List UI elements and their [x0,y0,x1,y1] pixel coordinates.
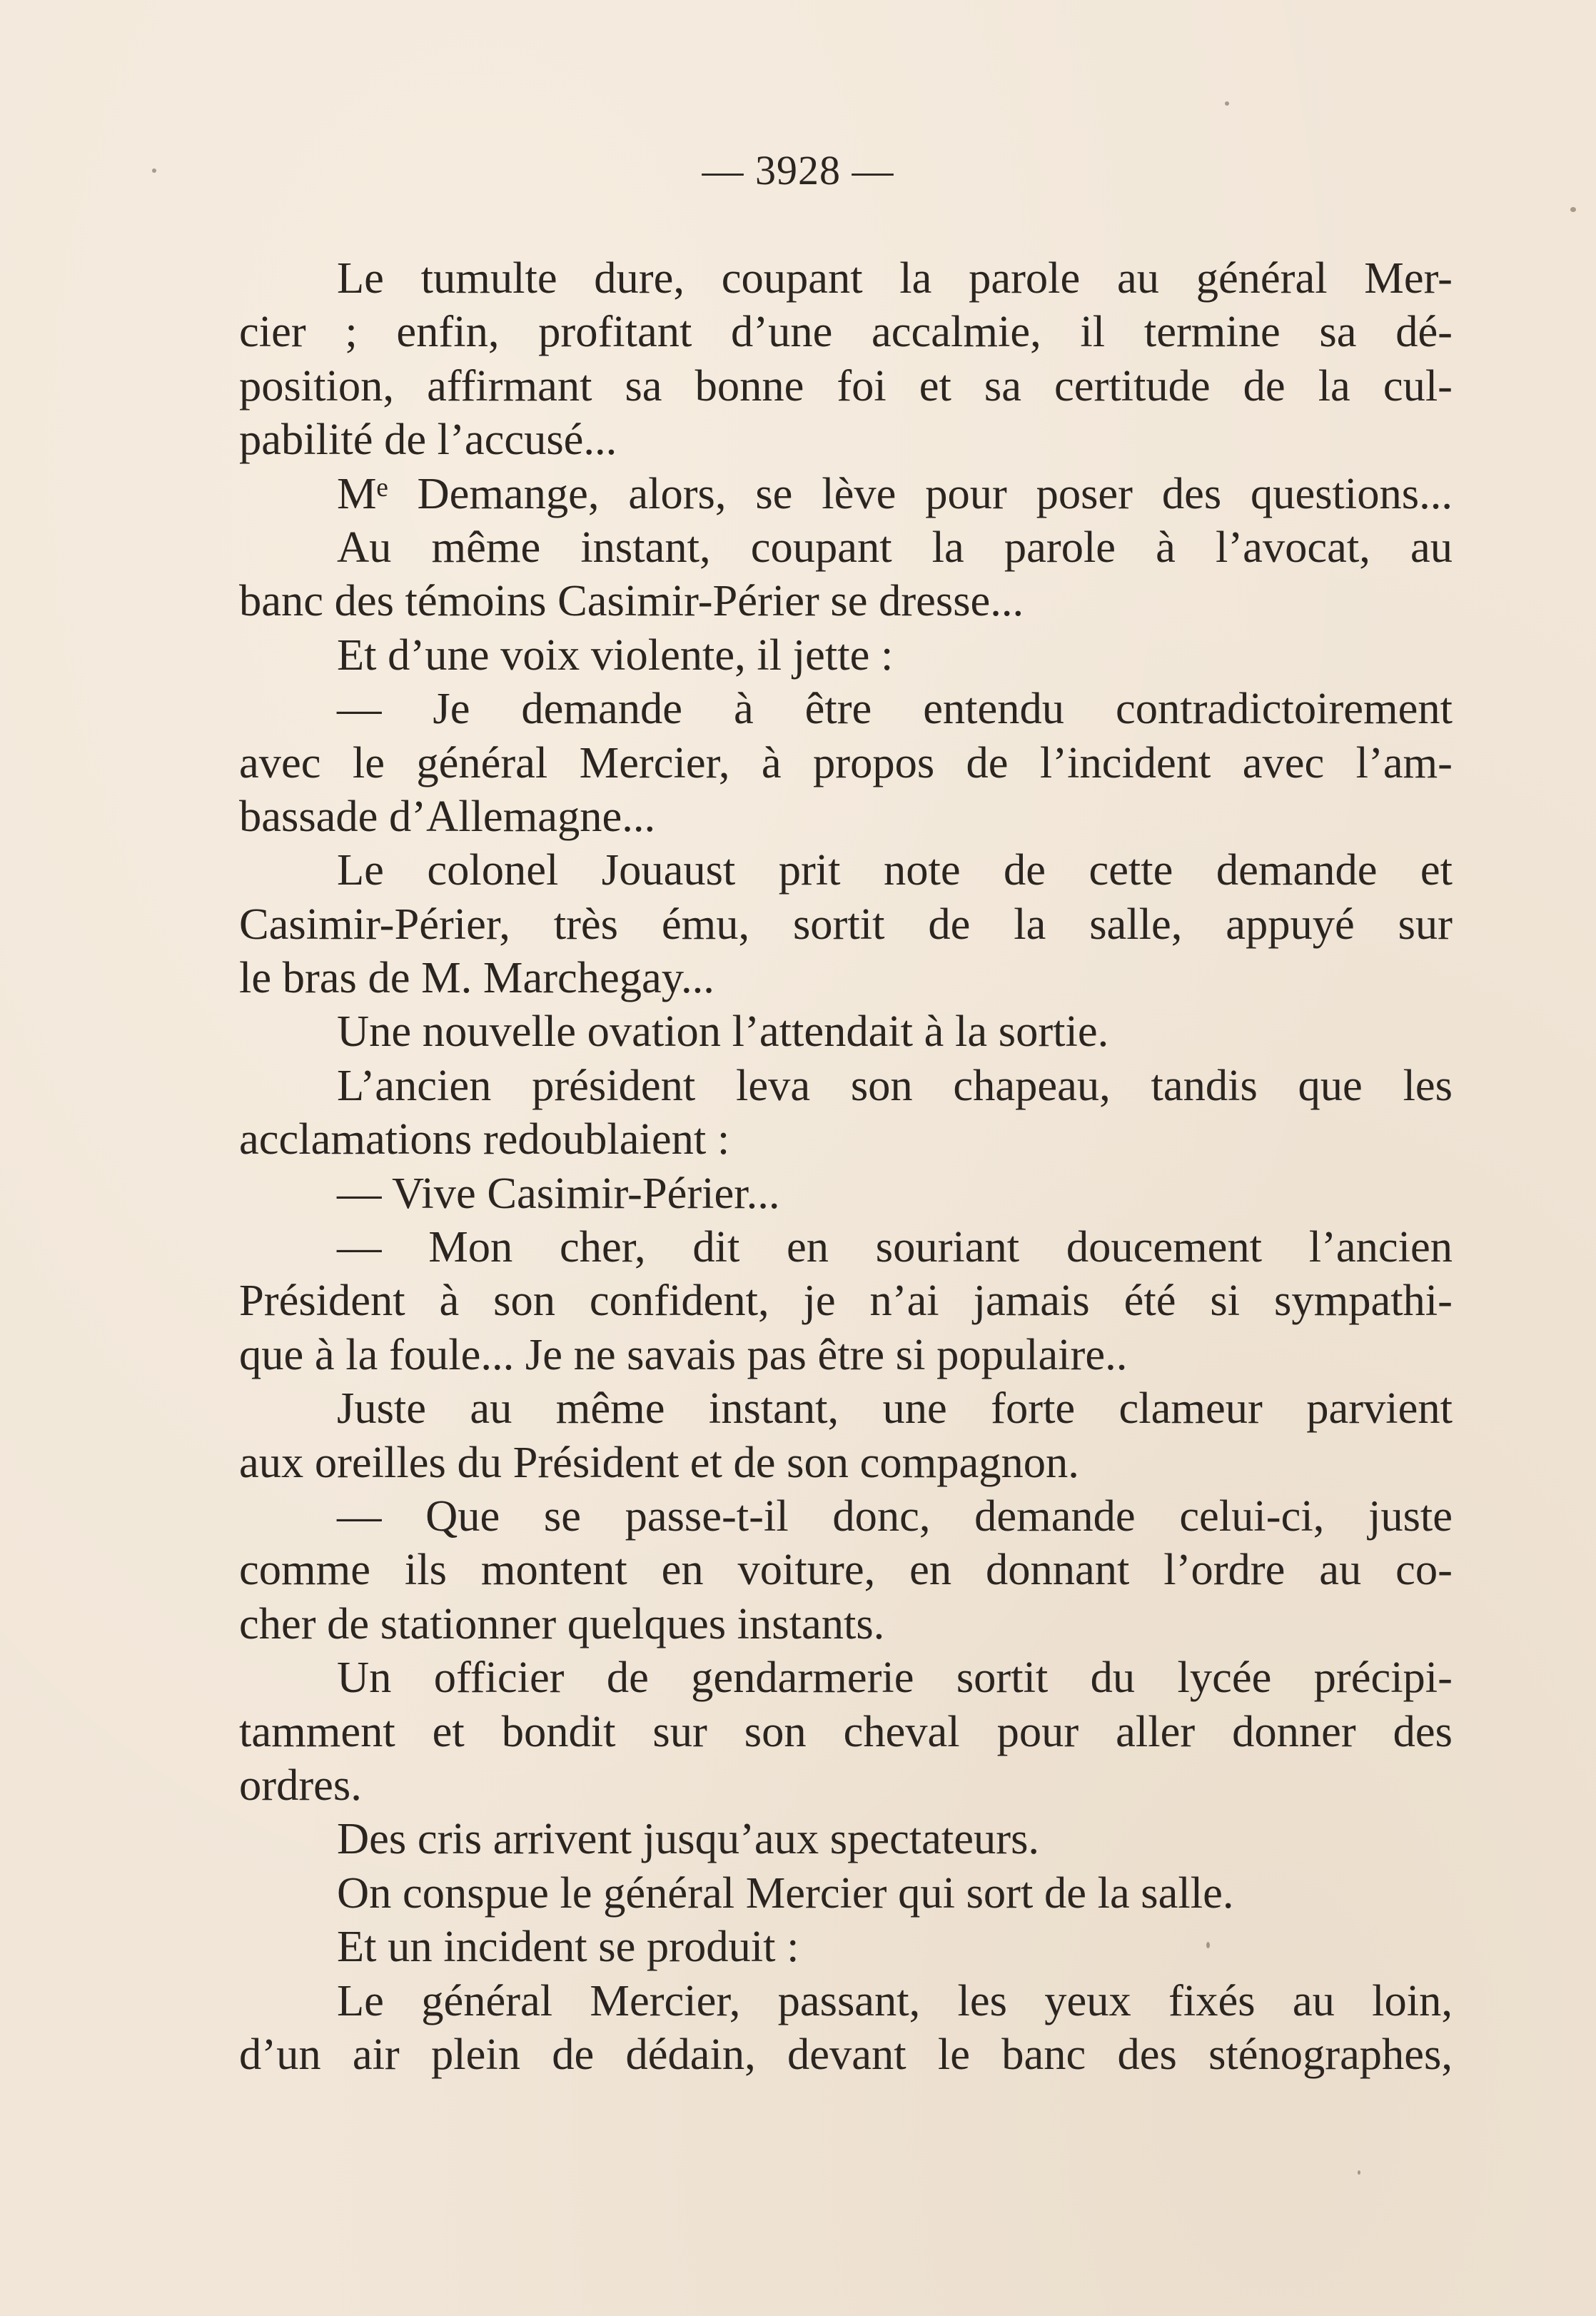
text-line: — Je demande à être entendu contradictoirement [337,683,1453,734]
text-line: pabilité de l’accusé... [239,414,617,465]
text-line: Une nouvelle ovation l’attendait à la sortie. [337,1006,1109,1057]
paper-speck [1358,2170,1360,2175]
paper-speck [1225,101,1229,106]
text-line: acclamations redoublaient : [239,1114,730,1164]
text-line: position, affirmant sa bonne foi et sa certitude de la cul- [239,360,1453,411]
text-line: L’ancien président leva son chapeau, tandis que les [337,1059,1453,1110]
body-text [239,251,1453,2081]
text-line: Des cris arrivent jusqu’aux spectateurs. [337,1813,1040,1864]
text-line: Casimir-Périer, très ému, sortit de la salle, appuyé sur [239,898,1453,949]
text-line: Et un incident se produit : [337,1921,799,1972]
text-line: Mᵉ Demange, alors, se lève pour poser des questions... [337,468,1453,518]
text-line: — Mon cher, dit en souriant doucement l’ancien [337,1222,1453,1272]
text-line: comme ils montent en voiture, en donnant l’ordre au co- [239,1544,1453,1595]
text-line: On conspue le général Mercier qui sort de la salle. [337,1867,1234,1918]
text-line: Juste au même instant, une forte clameur parvient [337,1383,1453,1434]
text-line: aux oreilles du Président et de son compagnon. [239,1436,1079,1487]
text-line: Président à son confident, je n’ai jamais été si sympathi- [239,1275,1453,1326]
text-line: d’un air plein de dédain, devant le banc des sténographes, [239,2028,1453,2079]
text-line: Le général Mercier, passant, les yeux fixés au loin, [337,1975,1453,2025]
text-line: Au même instant, coupant la parole à l’avocat, au [337,521,1453,572]
text-line: que à la foule... Je ne savais pas être si populaire.. [239,1329,1128,1379]
text-line: tamment et bondit sur son cheval pour aller donner des [239,1706,1453,1756]
text-line: bassade d’Allemagne... [239,790,656,841]
text-line: cier ; enfin, profitant d’une accalmie, il termine sa dé- [239,306,1453,357]
text-line: Et d’une voix violente, il jette : [337,629,894,680]
text-line: Un officier de gendarmerie sortit du lycée précipi- [337,1652,1453,1703]
paper-speck [152,168,156,173]
text-line: — Que se passe-t-il donc, demande celui-ci, juste [337,1490,1453,1541]
text-line: avec le général Mercier, à propos de l’incident avec l’am- [239,737,1453,787]
paper-speck [1570,207,1576,212]
text-line: Le tumulte dure, coupant la parole au général Mer- [337,253,1453,303]
text-line: le bras de M. Marchegay... [239,952,714,1003]
paper-speck [1206,1942,1210,1948]
page-number: — 3928 — [702,147,894,193]
text-line: — Vive Casimir-Périer... [337,1167,780,1218]
text-line: cher de stationner quelques instants. [239,1598,885,1648]
text-line: ordres. [239,1759,362,1810]
text-line: banc des témoins Casimir-Périer se dresse... [239,575,1024,626]
text-line: Le colonel Jouaust prit note de cette demande et [337,845,1453,895]
